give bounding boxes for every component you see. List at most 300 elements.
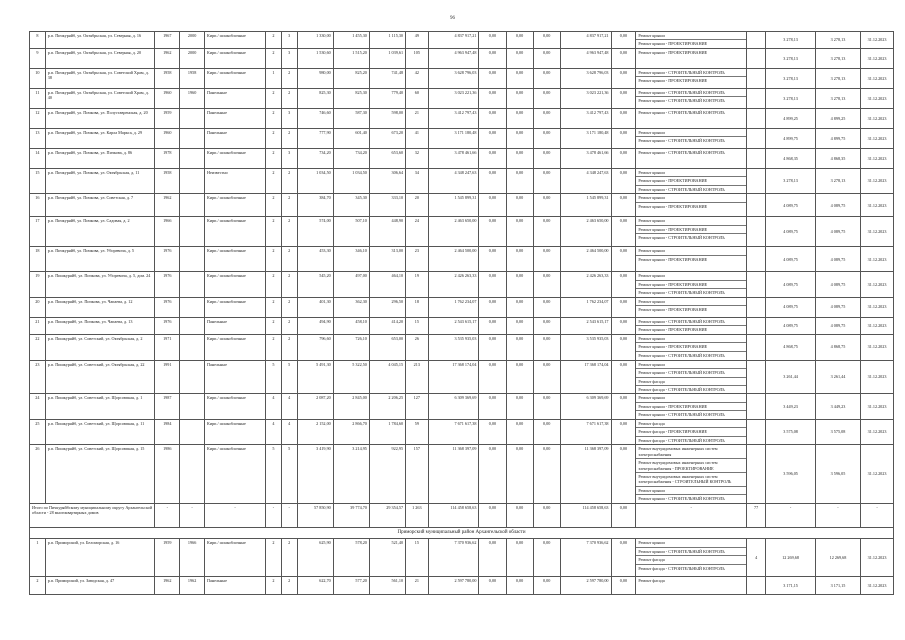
row-number: 22 <box>30 334 46 360</box>
residents: 34 <box>406 168 429 193</box>
living-area: 1 515,20 <box>333 48 369 68</box>
table-row <box>30 360 894 394</box>
works-count <box>747 334 766 360</box>
row-number: 25 <box>30 419 46 444</box>
cost-per-sqm: 3 278,13 <box>766 32 816 49</box>
repair-work-item: Ремонт крыши - СТРОИТЕЛЬНЫЙ КОНТРОЛЬ <box>636 89 746 97</box>
fund-other: 0,00 <box>611 394 636 419</box>
row-number: 12 <box>30 108 46 128</box>
cost-per-sqm: 4 089,75 <box>766 317 816 334</box>
residents: 32 <box>406 148 429 168</box>
limit-per-sqm: 4 089,75 <box>815 297 860 317</box>
repair-work-item: Ремонт крыши - СТРОИТЕЛЬНЫЙ КОНТРОЛЬ <box>636 69 746 77</box>
works-count <box>747 577 766 595</box>
year-built: 1958 <box>155 68 180 88</box>
owned-area: 333,10 <box>369 194 405 217</box>
living-area: 1 034,50 <box>333 168 369 193</box>
repair-work-item: Ремонт крыши - ПРОЕКТИРОВАНИЕ <box>638 78 708 84</box>
floors: 5 <box>266 445 282 504</box>
entrances: 2 <box>281 194 297 217</box>
entrances: 5 <box>281 445 297 504</box>
fund-local: 0,00 <box>533 445 560 504</box>
address: р.п. Пичкуряйб, ул. Пичкова, ул. Октябрьская, д. 11 <box>45 168 155 193</box>
deadline: 31.12.2023 <box>861 148 894 168</box>
deadline: 31.12.2023 <box>861 539 894 577</box>
floors: 2 <box>266 217 282 247</box>
address: р.п. Пичкуряйб, ул. Пичкова, ул. Полуставренская, д. 20 <box>45 108 155 128</box>
repair-work-item: Ремонт крыши - СТРОИТЕЛЬНЫЙ КОНТРОЛЬ <box>636 369 746 377</box>
entrances: 2 <box>281 539 297 577</box>
year-built: 1984 <box>155 419 180 444</box>
fund-other: 0,00 <box>611 88 636 108</box>
owned-area: 653,00 <box>369 334 405 360</box>
year-built: 1986 <box>155 445 180 504</box>
year-built: 1960 <box>155 88 180 108</box>
owned-area: 598,00 <box>369 108 405 128</box>
owned-area: 1 784,60 <box>369 419 405 444</box>
row-number: 9 <box>30 48 46 68</box>
cost-per-sqm: 3 449,23 <box>766 394 816 419</box>
total-area: 2 152,00 <box>297 419 333 444</box>
total-area: 1 034,50 <box>297 168 333 193</box>
fund-federal: 0,00 <box>479 297 506 317</box>
floors: 2 <box>266 317 282 334</box>
cost-per-sqm: 4 089,75 <box>766 247 816 272</box>
entrances: 3 <box>281 48 297 68</box>
total-dash: - <box>636 503 747 527</box>
total-area: 384,70 <box>297 194 333 217</box>
works-count <box>747 194 766 217</box>
fund-regional: 0,00 <box>506 32 533 49</box>
row-number: 1 <box>30 539 46 577</box>
living-area: 346,10 <box>333 247 369 272</box>
deadline: 31.12.2023 <box>861 317 894 334</box>
limit-per-sqm: 4 089,75 <box>815 194 860 217</box>
residents: 42 <box>406 68 429 88</box>
owned-area: 1 115,30 <box>369 32 405 49</box>
fund-regional: 0,00 <box>506 68 533 88</box>
deadline: 31.12.2023 <box>861 577 894 595</box>
residents: 60 <box>406 88 429 108</box>
year-reconstruction <box>180 247 205 272</box>
deadline: 31.12.2023 <box>861 48 894 68</box>
residents: 157 <box>406 445 429 504</box>
living-area: 458,10 <box>333 317 369 334</box>
total-area: 777,90 <box>297 128 333 148</box>
entrances: 2 <box>281 217 297 247</box>
residents: 21 <box>406 108 429 128</box>
fund-federal: 0,00 <box>479 272 506 297</box>
fund-local: 0,00 <box>533 577 560 595</box>
repair-cost: 3 628 796,03 <box>428 68 479 88</box>
wall-material: Кирп./ шлакоблочные <box>205 148 266 168</box>
repair-work-item: Ремонт крыши - СТРОИТЕЛЬНЫЙ КОНТРОЛЬ <box>638 412 725 418</box>
fund-owners: 1 545 899,31 <box>560 194 611 217</box>
repair-work-item: Ремонт фасада <box>638 578 665 584</box>
works-count <box>747 360 766 394</box>
fund-local: 0,00 <box>533 317 560 334</box>
limit-per-sqm: 4 899,75 <box>815 128 860 148</box>
wall-material: Панельные <box>205 128 266 148</box>
entrances: 2 <box>281 88 297 108</box>
table-row <box>30 48 894 68</box>
entrances: 3 <box>281 108 297 128</box>
repair-work-item: Ремонт крыши <box>636 247 746 255</box>
residents: 105 <box>406 48 429 68</box>
limit-per-sqm: 4 089,75 <box>815 217 860 247</box>
deadline: 31.12.2023 <box>861 217 894 247</box>
row-number: 17 <box>30 217 46 247</box>
page-number: 96 <box>450 16 455 21</box>
entrances: 2 <box>281 297 297 317</box>
repair-work-item: Ремонт крыши - СТРОИТЕЛЬНЫЙ КОНТРОЛЬ <box>638 235 725 241</box>
repair-works <box>636 32 747 49</box>
year-reconstruction <box>180 108 205 128</box>
repair-cost: 1 762 234,07 <box>428 297 479 317</box>
fund-federal: 0,00 <box>479 68 506 88</box>
table-row <box>30 88 894 108</box>
total-dash: - <box>180 503 205 527</box>
works-count <box>747 128 766 148</box>
fund-federal: 0,00 <box>479 108 506 128</box>
entrances: 4 <box>281 419 297 444</box>
fund-federal: 0,00 <box>479 194 506 217</box>
wall-material: Кирп./ шлакоблочные <box>205 539 266 577</box>
fund-other: 0,00 <box>611 539 636 577</box>
fund-regional: 0,00 <box>506 217 533 247</box>
owned-area: 2 206,25 <box>369 394 405 419</box>
total-dash: - <box>281 503 297 527</box>
living-area: 734,20 <box>333 148 369 168</box>
fund-federal: 0,00 <box>479 168 506 193</box>
fund-local: 0,00 <box>533 32 560 49</box>
residents: 59 <box>406 419 429 444</box>
fund-regional: 0,00 <box>506 247 533 272</box>
fund-local: 0,00 <box>533 68 560 88</box>
living-area: 2 845,00 <box>333 394 369 419</box>
address: р.п. Пичкуряйб, ул. Пичкова, ул. Пичкова, д. 86 <box>45 148 155 168</box>
limit-per-sqm: 3 171,15 <box>815 577 860 595</box>
cost-per-sqm: 4 868,35 <box>766 148 816 168</box>
floors: 2 <box>266 194 282 217</box>
fund-owners: 3 171 180,48 <box>560 128 611 148</box>
fund-owners: 6 309 369,69 <box>560 394 611 419</box>
cost-per-sqm: 3 278,13 <box>766 168 816 193</box>
repair-work-item: Ремонт крыши - СТРОИТЕЛЬНЫЙ КОНТРОЛЬ <box>638 138 725 144</box>
year-built: 1976 <box>155 317 180 334</box>
wall-material: Кирп./ шлакоблочные <box>205 68 266 88</box>
entrances: 2 <box>281 334 297 360</box>
section-title: Приморский муниципальный район Архангельской области <box>30 527 894 539</box>
year-built: 1959 <box>155 539 180 577</box>
repair-works <box>636 128 747 148</box>
entrances: 2 <box>281 317 297 334</box>
total-area: 453,30 <box>297 247 333 272</box>
cost-per-sqm: 3 575,08 <box>766 419 816 444</box>
deadline: 31.12.2023 <box>861 128 894 148</box>
repair-work-item: Ремонт крыши - ПРОЕКТИРОВАНИЕ <box>636 281 746 289</box>
floors: 2 <box>266 577 282 595</box>
year-built: 1976 <box>155 297 180 317</box>
fund-owners: 2 463 650,00 <box>560 217 611 247</box>
repair-work-item: Ремонт крыши - СТРОИТЕЛЬНЫЙ КОНТРОЛЬ <box>638 496 725 502</box>
repair-works <box>636 445 747 504</box>
living-area: 3 214,95 <box>333 445 369 504</box>
row-number: 23 <box>30 360 46 394</box>
repair-works <box>636 217 747 247</box>
repair-work-item: Ремонт крыши <box>636 194 746 202</box>
fund-owners: 11 368 397,09 <box>560 445 611 504</box>
total-area: 625,90 <box>297 539 333 577</box>
year-reconstruction: 2000 <box>180 32 205 49</box>
table-row <box>30 108 894 128</box>
limit-per-sqm: 3 575,08 <box>815 419 860 444</box>
address: р.п. Пишкуряйб, ул. Пичкова, ул. Чапаева, д. 13 <box>45 317 155 334</box>
entrances: 3 <box>281 148 297 168</box>
address: р.п. Пичкуряйб, ул. Октябрьская, ул. Северная, д. 16 <box>45 32 155 49</box>
repair-work-item: Ремонт фасада - ПРОЕКТИРОВАНИЕ <box>636 428 746 436</box>
fund-owners: 4 348 247,63 <box>560 168 611 193</box>
table-row <box>30 445 894 504</box>
year-built: 1966 <box>155 217 180 247</box>
limit-per-sqm: 3 596,05 <box>815 445 860 504</box>
year-built: 1962 <box>155 194 180 217</box>
total-dash: - <box>266 503 282 527</box>
entrances: 5 <box>281 360 297 394</box>
owned-area: 561,10 <box>369 577 405 595</box>
fund-local: 0,00 <box>533 360 560 394</box>
cost-per-sqm: 4 089,75 <box>766 297 816 317</box>
year-reconstruction <box>180 297 205 317</box>
residents: 19 <box>406 272 429 297</box>
address: р.п. Пичкуряйб, ул. Октябрьская, ул. Советский Храм, д. 40 <box>45 88 155 108</box>
fund-other: 0,00 <box>611 360 636 394</box>
repair-cost: 7 370 936,62 <box>428 539 479 577</box>
deadline: 31.12.2023 <box>861 334 894 360</box>
fund-local: 0,00 <box>533 108 560 128</box>
year-reconstruction <box>180 360 205 394</box>
row-number: 18 <box>30 247 46 272</box>
fund-local: 0,00 <box>533 194 560 217</box>
fund-local: 0,00 <box>533 394 560 419</box>
table-row <box>30 334 894 360</box>
repair-works <box>636 317 747 334</box>
repair-work-item: Ремонт крыши <box>636 217 746 225</box>
residents: 18 <box>406 297 429 317</box>
living-area: 601,40 <box>333 128 369 148</box>
row-number: 11 <box>30 88 46 108</box>
address: р.п. Приморский, ул. Заводская, д. 47 <box>45 577 155 595</box>
deadline: 31.12.2023 <box>861 194 894 217</box>
floors: 2 <box>266 247 282 272</box>
works-count <box>747 108 766 128</box>
year-built: 1976 <box>155 247 180 272</box>
fund-other: 0,00 <box>611 445 636 504</box>
repair-work-item: Ремонт крыши - СТРОИТЕЛЬНЫЙ КОНТРОЛЬ <box>638 109 725 115</box>
floors: 2 <box>266 32 282 49</box>
floors: 2 <box>266 539 282 577</box>
total-zero: 0,00 <box>479 503 506 527</box>
total-area: 980,00 <box>297 68 333 88</box>
repair-cost: 3 535 935,03 <box>428 334 479 360</box>
cost-per-sqm: 3 278,13 <box>766 68 816 88</box>
living-area: 587,30 <box>333 108 369 128</box>
total-dash: - <box>766 503 816 527</box>
living-area: 726,10 <box>333 334 369 360</box>
living-area: 1 455,30 <box>333 32 369 49</box>
year-reconstruction <box>180 217 205 247</box>
residents: 213 <box>406 360 429 394</box>
wall-material: Кирп./ шлакоблочные <box>205 217 266 247</box>
year-reconstruction <box>180 128 205 148</box>
year-reconstruction <box>180 445 205 504</box>
repair-cost: 17 368 174,04 <box>428 360 479 394</box>
address: р.п. Пичкуряйб, ул. Октябрьская, ул. Советский Храм, д. 38 <box>45 68 155 88</box>
repair-work-item: Ремонт крыши - ПРОЕКТИРОВАНИЕ <box>638 203 708 209</box>
fund-regional: 0,00 <box>506 168 533 193</box>
total-area: 825,30 <box>297 88 333 108</box>
table-row <box>30 128 894 148</box>
row-number: 13 <box>30 128 46 148</box>
year-reconstruction <box>180 168 205 193</box>
repair-works <box>636 297 747 317</box>
fund-local: 0,00 <box>533 419 560 444</box>
row-number: 20 <box>30 297 46 317</box>
limit-per-sqm: 4 089,75 <box>815 272 860 297</box>
fund-regional: 0,00 <box>506 194 533 217</box>
residents: 23 <box>406 247 429 272</box>
address: р.п. Пичкуряйб, ул. Пичкова, ул. Уборевича, д. 5 <box>45 247 155 272</box>
fund-federal: 0,00 <box>479 539 506 577</box>
floors: 1 <box>266 68 282 88</box>
wall-material: Панельные <box>205 108 266 128</box>
address: р.п. Пичкуряйб, ул. Пичкова, ул. Садовая, д. 2 <box>45 217 155 247</box>
residents: 49 <box>406 32 429 49</box>
living-area: 825,20 <box>333 68 369 88</box>
fund-local: 0,00 <box>533 48 560 68</box>
owned-area: 448,90 <box>369 217 405 247</box>
wall-material: Кирп./ шлакоблочные <box>205 194 266 217</box>
fund-owners: 2 464 500,00 <box>560 247 611 272</box>
repair-work-item: Ремонт крыши <box>636 129 746 137</box>
fund-federal: 0,00 <box>479 32 506 49</box>
year-built: 1962 <box>155 577 180 595</box>
repair-work-item: Ремонт крыши <box>636 272 746 280</box>
works-count: 4 <box>747 539 766 577</box>
repair-work-item: Ремонт фасада <box>636 420 746 428</box>
repair-work-item: Ремонт крыши - СТРОИТЕЛЬНЫЙ КОНТРОЛЬ <box>638 290 725 296</box>
row-number: 2 <box>30 577 46 595</box>
repair-cost: 2 597 780,00 <box>428 577 479 595</box>
fund-federal: 0,00 <box>479 48 506 68</box>
fund-owners: 2 597 780,00 <box>560 577 611 595</box>
repair-cost: 3 023 221,36 <box>428 88 479 108</box>
limit-per-sqm: 4 089,75 <box>815 317 860 334</box>
total-area: 57 850,90 <box>297 503 333 527</box>
floors: 2 <box>266 108 282 128</box>
floors: 2 <box>266 128 282 148</box>
year-reconstruction <box>180 317 205 334</box>
fund-owners: 3 412 797,43 <box>560 108 611 128</box>
table-row <box>30 394 894 419</box>
total-area: 574,00 <box>297 217 333 247</box>
works-count <box>747 297 766 317</box>
entrances: 2 <box>281 272 297 297</box>
fund-regional: 0,00 <box>506 108 533 128</box>
year-reconstruction: 2000 <box>180 48 205 68</box>
fund-local: 0,00 <box>533 247 560 272</box>
total-count: 77 <box>747 503 766 527</box>
fund-federal: 0,00 <box>479 247 506 272</box>
deadline: 31.12.2023 <box>861 445 894 504</box>
fund-federal: 0,00 <box>479 148 506 168</box>
table-row <box>30 297 894 317</box>
cost-per-sqm: 3 171,15 <box>766 577 816 595</box>
deadline: 31.12.2023 <box>861 272 894 297</box>
repair-work-item: Ремонт крыши - ПРОЕКТИРОВАНИЕ <box>636 343 746 351</box>
repair-work-item: Ремонт фасада - СТРОИТЕЛЬНЫЙ КОНТРОЛЬ <box>638 437 725 443</box>
floors: 2 <box>266 334 282 360</box>
row-number: 16 <box>30 194 46 217</box>
table-row <box>30 148 894 168</box>
residents: 26 <box>406 334 429 360</box>
fund-other: 0,00 <box>611 217 636 247</box>
owned-area: 653,60 <box>369 148 405 168</box>
row-number: 14 <box>30 148 46 168</box>
total-owners: 114 458 658,63 <box>560 503 611 527</box>
fund-other: 0,00 <box>611 168 636 193</box>
fund-federal: 0,00 <box>479 217 506 247</box>
deadline: 31.12.2023 <box>861 108 894 128</box>
repair-work-item: Ремонт крыши <box>636 539 746 547</box>
owned-area: 464,10 <box>369 272 405 297</box>
fund-owners: 3 478 461,66 <box>560 148 611 168</box>
entrances: 3 <box>281 32 297 49</box>
deadline: 31.12.2023 <box>861 68 894 88</box>
owned-area: 741,48 <box>369 68 405 88</box>
wall-material: Кирп./ шлакоблочные <box>205 297 266 317</box>
wall-material: Панельные <box>205 88 266 108</box>
repair-cost: 2 463 650,00 <box>428 217 479 247</box>
year-built: 1967 <box>155 32 180 49</box>
fund-local: 0,00 <box>533 539 560 577</box>
table-row <box>30 68 894 88</box>
deadline: 31.12.2023 <box>861 360 894 394</box>
year-reconstruction <box>180 272 205 297</box>
owned-area: 296,50 <box>369 297 405 317</box>
entrances: 2 <box>281 577 297 595</box>
total-dash: - <box>861 503 894 527</box>
repair-works <box>636 360 747 394</box>
address: р.п. Пишкуряйб, ул. Советский, ул. Щорсовпкая, д. 1 <box>45 394 155 419</box>
repair-work-item: Ремонт внутридомовых инженерных систем электроснабжения <box>636 445 746 459</box>
year-reconstruction: 1966 <box>180 539 205 577</box>
address: р.п. Пишкуряйб, ул. Советский, ул. Октябрьская, д. 2 <box>45 334 155 360</box>
entrances: 2 <box>281 128 297 148</box>
fund-regional: 0,00 <box>506 577 533 595</box>
table-row <box>30 194 894 217</box>
fund-regional: 0,00 <box>506 445 533 504</box>
repair-work-item: Ремонт крыши <box>636 487 746 495</box>
living-area: 825,30 <box>333 88 369 108</box>
deadline: 31.12.2023 <box>861 88 894 108</box>
table-row <box>30 168 894 193</box>
cost-per-sqm: 3 278,13 <box>766 48 816 68</box>
cost-per-sqm: 4 899,75 <box>766 128 816 148</box>
total-dash: - <box>155 503 180 527</box>
year-reconstruction <box>180 334 205 360</box>
fund-other: 0,00 <box>611 247 636 272</box>
